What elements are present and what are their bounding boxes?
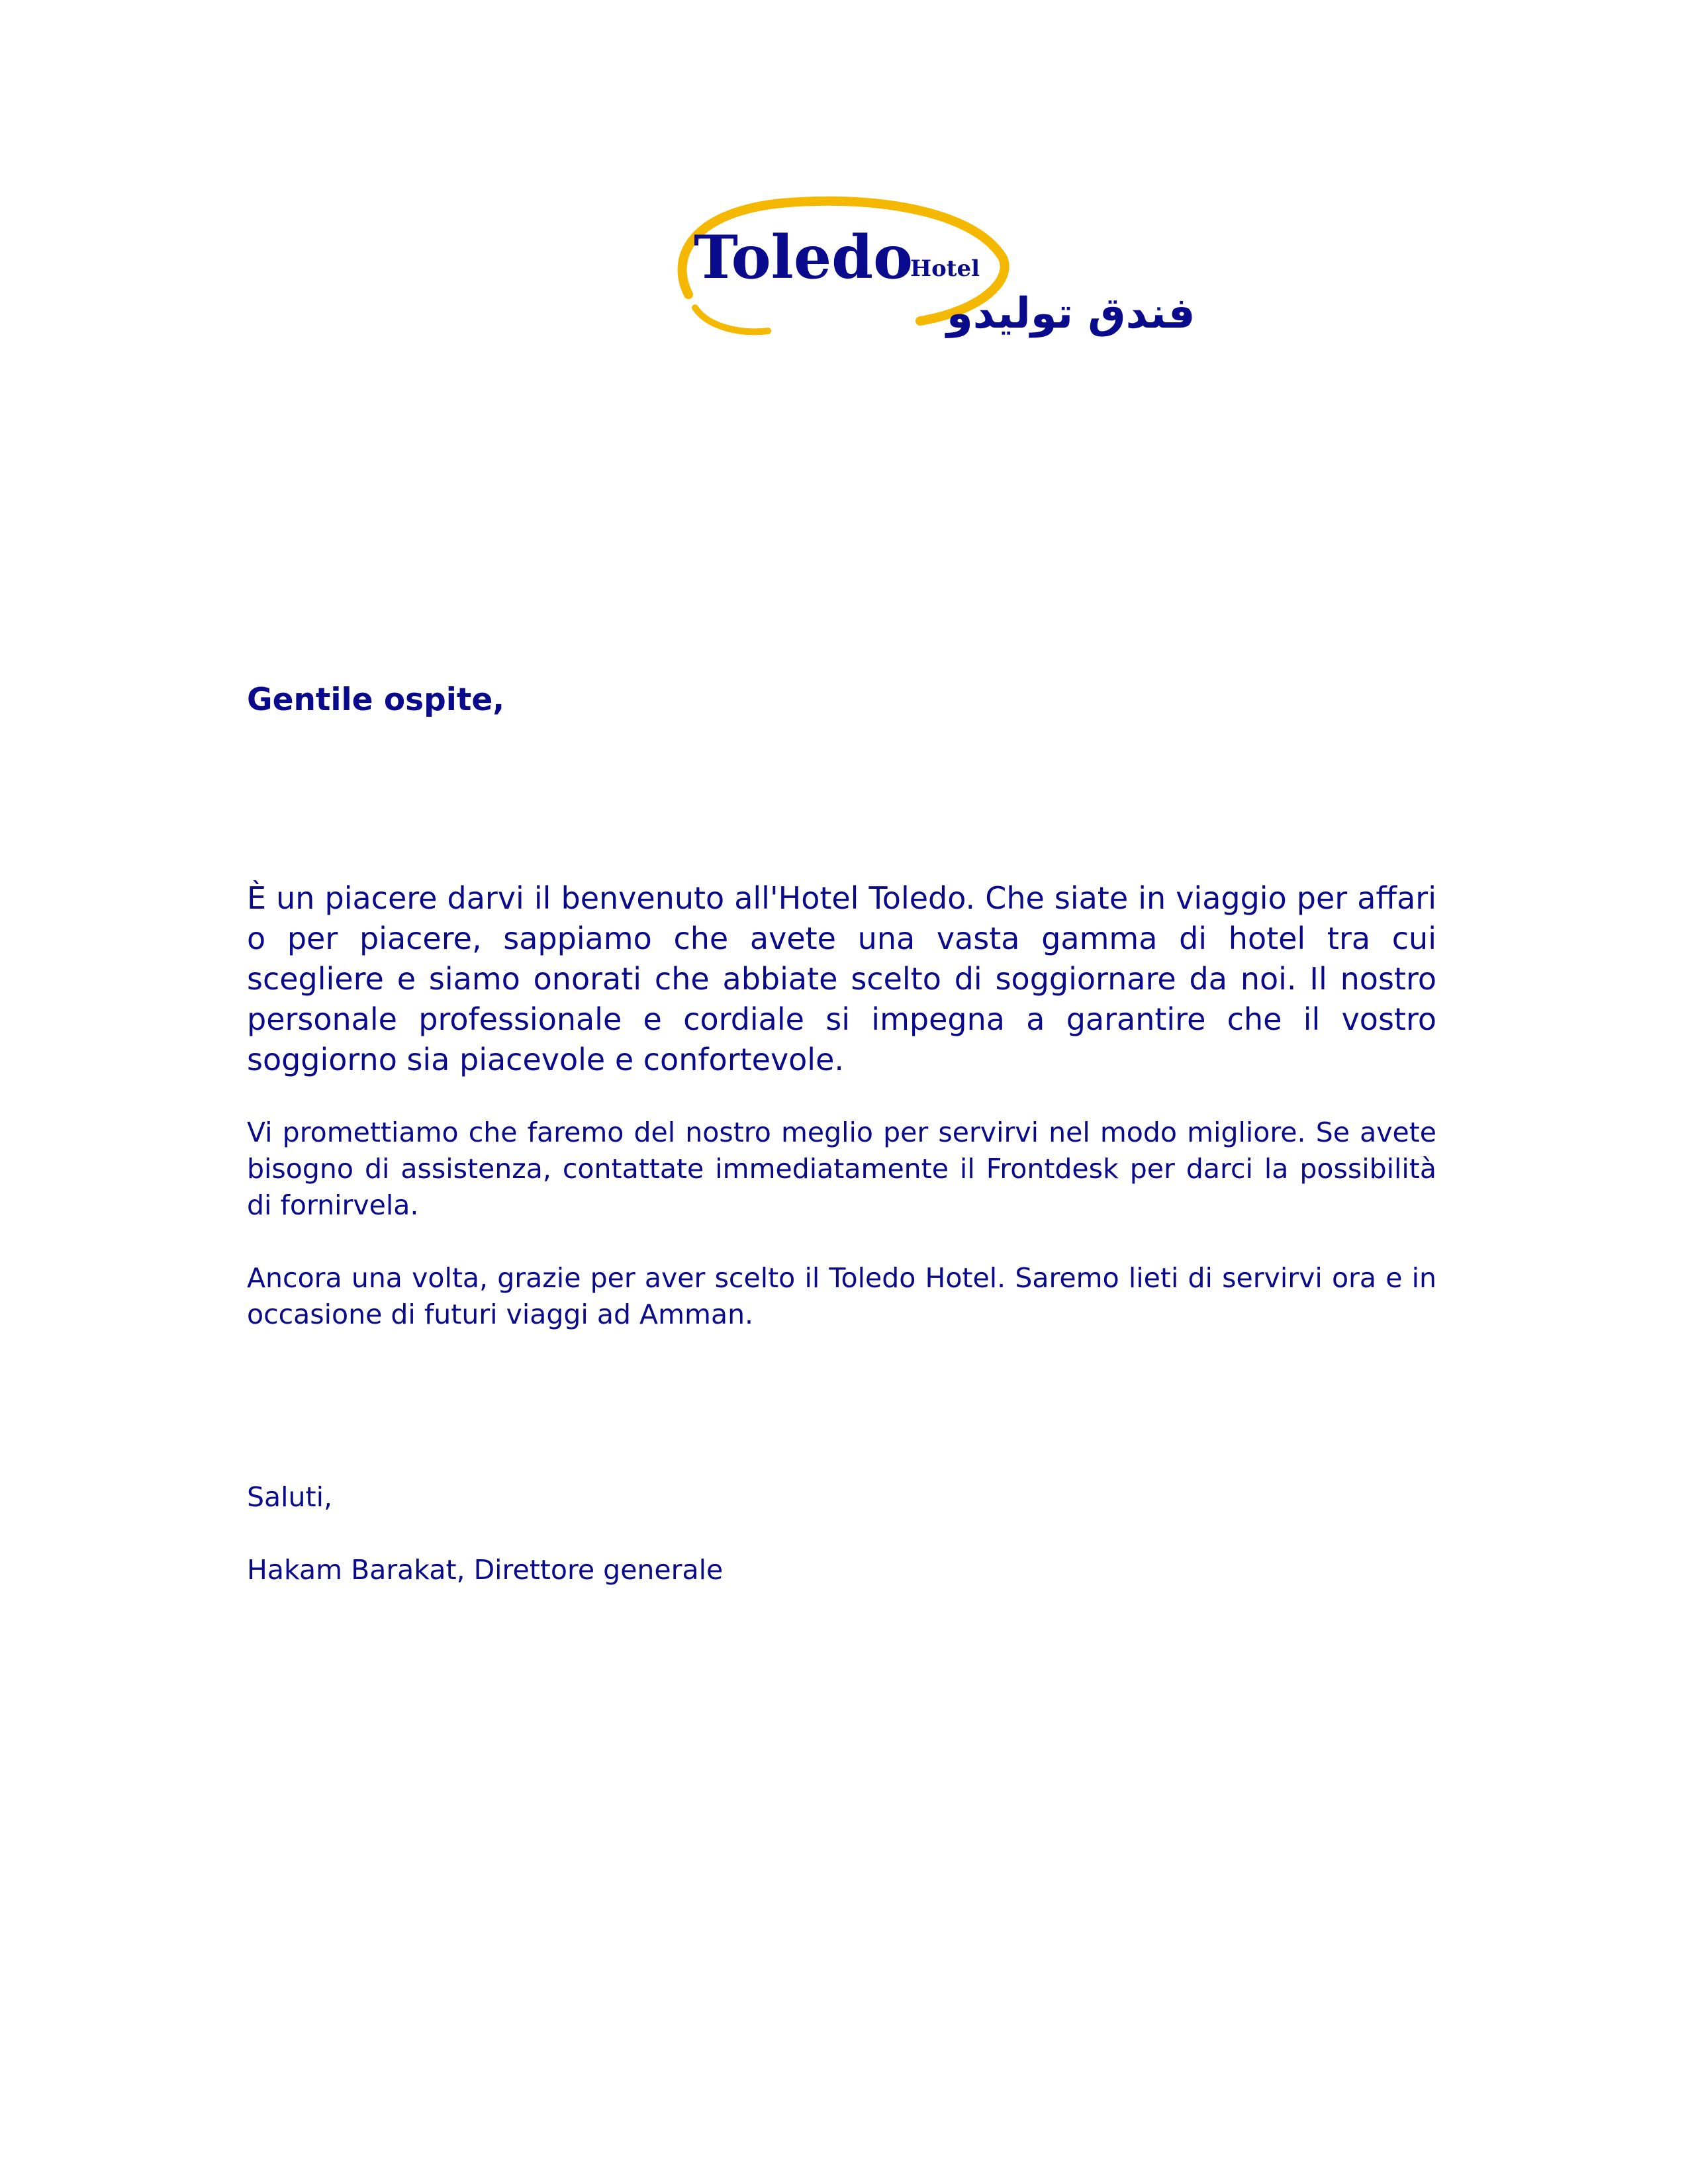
logo-ring-inner — [695, 308, 768, 332]
paragraph-promise: Vi promettiamo che faremo del nostro meglio per servirvi nel modo migliore. Se avete bisogno di assistenza, contattate immediatamente il Frontdesk per darci la possibilità di fornirvela. — [247, 1116, 1436, 1221]
paragraph-thanks: Ancora una volta, grazie per aver scelto il Toledo Hotel. Saremo lieti di servirvi ora e in occasione di futuri viaggi ad Amman. — [247, 1262, 1436, 1330]
signature: Hakam Barakat, Direttore generale — [247, 1554, 724, 1586]
hotel-logo — [669, 195, 1196, 347]
logo-brand-arabic: فندق توليدو — [947, 289, 1196, 338]
logo-graphic — [669, 195, 1196, 347]
closing: Saluti, — [247, 1481, 333, 1513]
paragraph-welcome: È un piacere darvi il benvenuto all'Hotel Toledo. Che siate in viaggio per affari o per piacere, sappiamo che avete una vasta gamma di hotel tra cui scegliere e siamo onorati che abbiate scelto di soggiornare da noi. Il nostro personale professionale e cordiale si impegna a garantire che il vostro soggiorno sia piacevole e confortevole. — [247, 880, 1436, 1077]
salutation: Gentile ospite, — [247, 682, 505, 718]
logo-brand-suffix: Hotel — [910, 255, 980, 282]
logo-brand-latin: Toledo — [694, 222, 914, 293]
